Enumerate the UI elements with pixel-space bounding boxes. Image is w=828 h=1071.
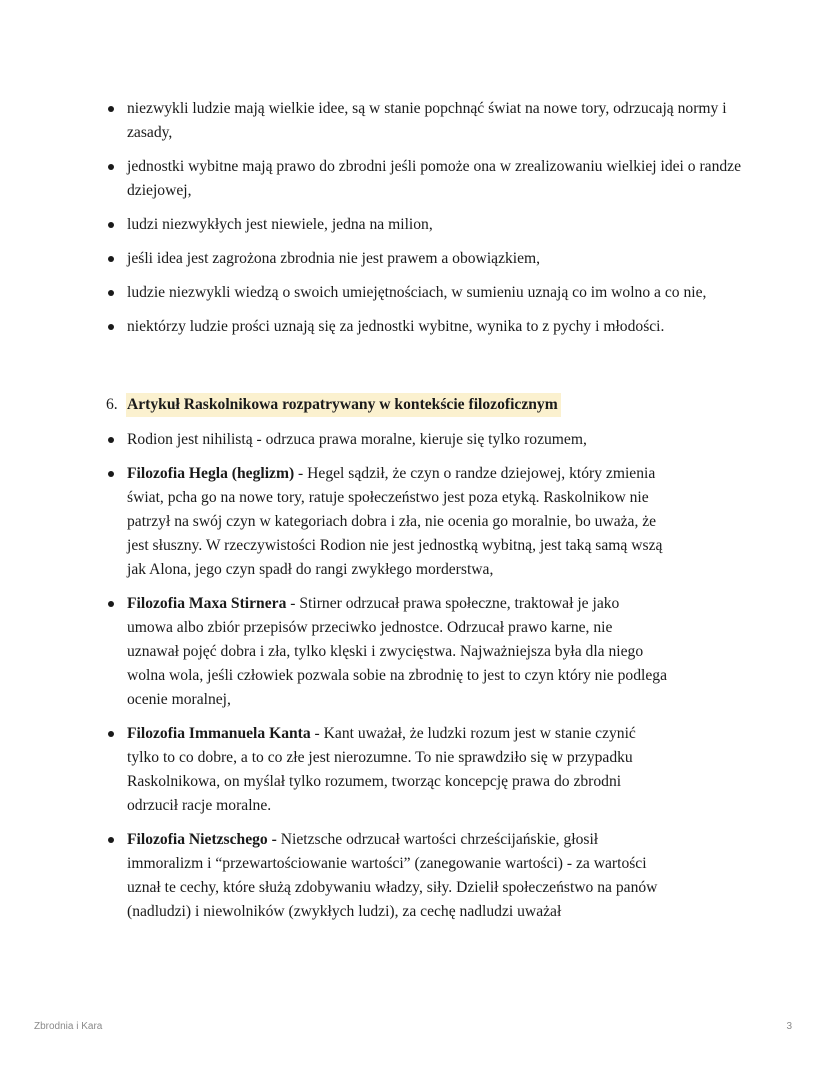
term-hegel: Filozofia Hegla (heglizm): [127, 465, 295, 482]
footer-page-number: 3: [786, 1021, 792, 1032]
bullet-icon: [108, 164, 114, 170]
list-item: niezwykli ludzie mają wielkie idee, są w stanie popchnąć świat na nowe tory, odrzucają normy i zasady,: [0, 97, 742, 145]
list-item: ludzi niezwykłych jest niewiele, jedna na milion,: [0, 213, 742, 237]
bullet-icon: [108, 324, 114, 330]
list-item: Filozofia Maxa Stirnera - Stirner odrzucał prawa społeczne, traktował je jako umowa albo zbiór przepisów przeciwko jednostce. Odrzucał prawo karne, nie uznawał pojęć dobra i zła, tylko klęski i zwycięstwa. Najważniejsza była dla niego wolna wola, jeśli człowiek pozwala sobie na zbrodnię to jest to czyn który nie podlega ocenie moralnej,: [0, 592, 667, 712]
bullet-icon: [108, 222, 114, 228]
section-title: Artykuł Raskolnikowa rozpatrywany w kontekście filozoficznym: [126, 393, 561, 417]
list-item: Filozofia Nietzschego - Nietzsche odrzucał wartości chrześcijańskie, głosił immoralizm i “przewartościowanie wartości” (zanegowanie wartości) - za wartości uznał te cechy, które służą zdobywaniu władzy, siły. Dzielił społeczeństwo na panów (nadludzi) i niewolników (zwykłych ludzi), za cechę nadludzi uważał: [0, 828, 667, 924]
term-nietzsche: Filozofia Nietzschego -: [127, 831, 277, 848]
bullet-icon: [108, 731, 114, 737]
bullet-icon: [108, 601, 114, 607]
list-item: niektórzy ludzie prości uznają się za jednostki wybitne, wynika to z pychy i młodości.: [0, 315, 742, 339]
bullet-icon: [108, 290, 114, 296]
bullet-list-philosophy: [0, 428, 828, 934]
list-item: Filozofia Immanuela Kanta - Kant uważał, że ludzki rozum jest w stanie czynić tylko to co dobre, a to co złe jest nierozumne. To nie sprawdziło się w przypadku Raskolnikowa, on myślał tylko rozumem, tworząc koncepcję prawa do zbrodni odrzucił racje moralne.: [0, 722, 667, 818]
list-item: Filozofia Hegla (heglizm) - Hegel sądził, że czyn o randze dziejowej, który zmienia świat, pcha go na nowe tory, ratuje społeczeństwo jest poza etyką. Raskolnikow nie patrzył na swój czyn w kategoriach dobra i zła, nie ocenia go moralnie, bo uważa, że jest słuszny. W rzeczywistości Rodion nie jest jednostką wybitną, jest taką samą wszą jak Alona, jego czyn spadł do rangi zwykłego morderstwa,: [0, 462, 667, 582]
list-item: Rodion jest nihilistą - odrzuca prawa moralne, kieruje się tylko rozumem,: [0, 428, 667, 452]
bullet-icon: [108, 106, 114, 112]
bullet-icon: [108, 437, 114, 443]
bullet-icon: [108, 256, 114, 262]
list-item: jednostki wybitne mają prawo do zbrodni jeśli pomoże ona w zrealizowaniu wielkiej idei o randze dziejowej,: [0, 155, 742, 203]
term-stirner: Filozofia Maxa Stirnera: [127, 595, 287, 612]
list-item: jeśli idea jest zagrożona zbrodnia nie jest prawem a obowiązkiem,: [0, 247, 742, 271]
bullet-list-traits: [0, 97, 828, 349]
bullet-icon: [108, 471, 114, 477]
term-kant: Filozofia Immanuela Kanta: [127, 725, 311, 742]
footer-document-title: Zbrodnia i Kara: [34, 1021, 103, 1032]
bullet-icon: [108, 837, 114, 843]
list-item: ludzie niezwykli wiedzą o swoich umiejętnościach, w sumieniu uznają co im wolno a co nie,: [0, 281, 742, 305]
section-number: 6.: [106, 396, 118, 413]
